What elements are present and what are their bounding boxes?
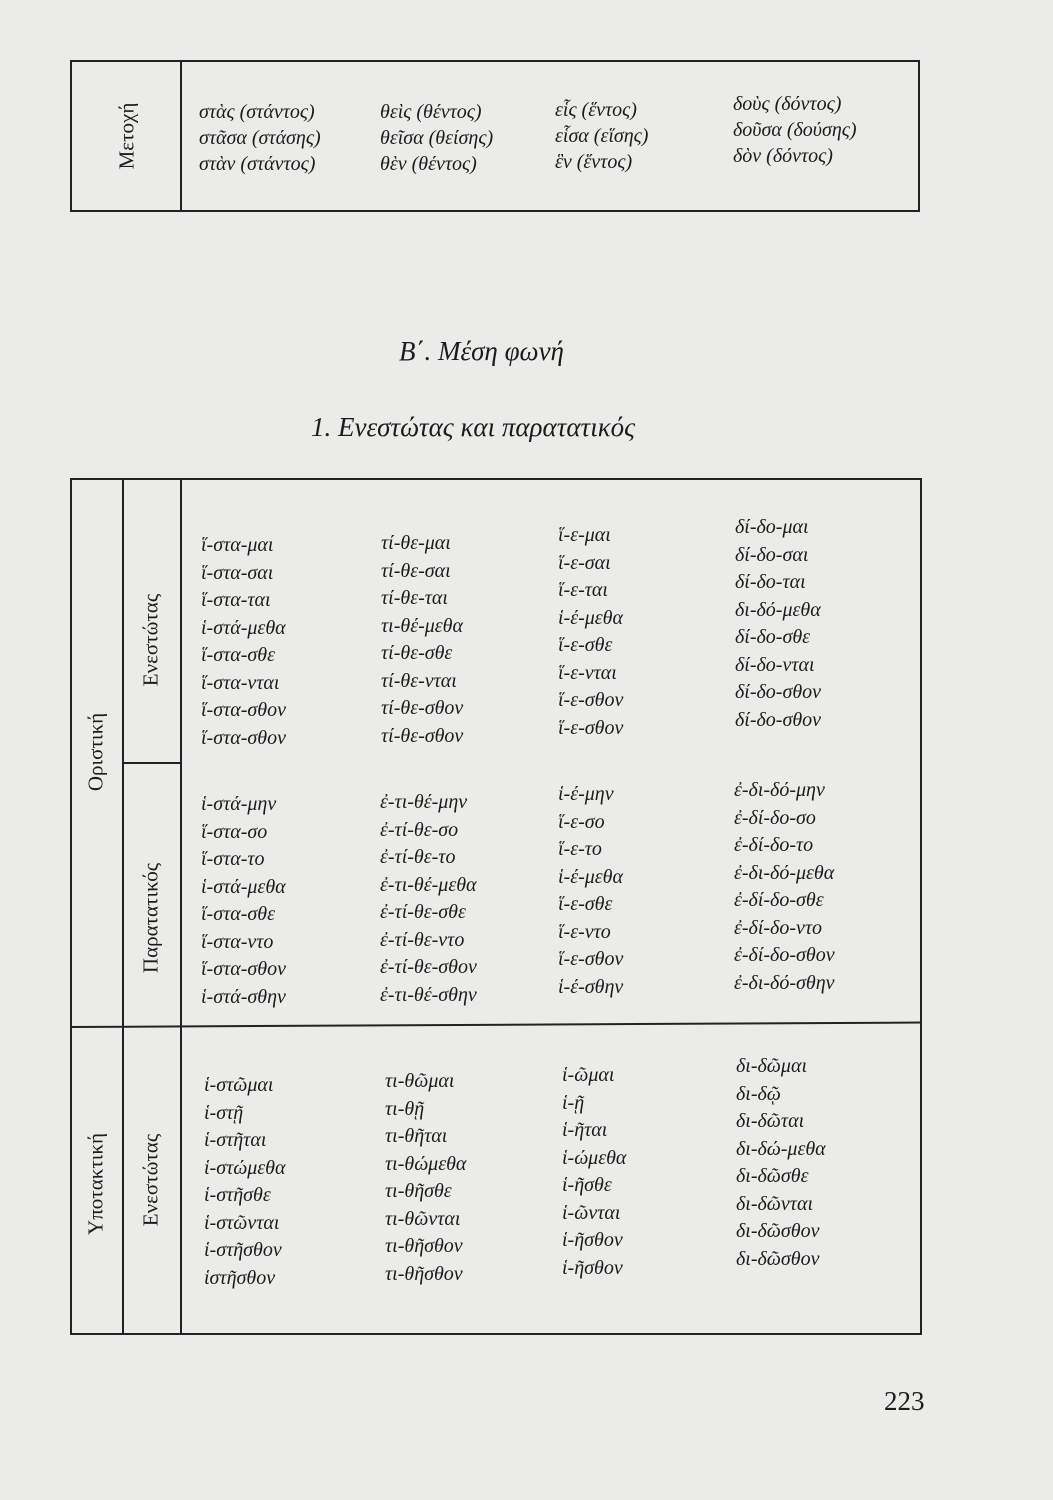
form-cell: τί-θε-σθε xyxy=(381,642,453,664)
form-cell: ἵ-στα-το xyxy=(201,848,265,870)
form-cell: ἵ-στα-σθον xyxy=(201,699,286,721)
form-cell: ἵ-στα-σθε xyxy=(201,903,275,925)
form-cell: ἱ-ῆται xyxy=(562,1119,608,1141)
form-cell: ἵ-στα-νται xyxy=(201,671,280,694)
form-cell: τί-θε-σαι xyxy=(381,559,451,582)
form-cell: ἵ-ε-σθε xyxy=(558,634,613,656)
participle-cell: θεῖσα (θείσης) xyxy=(380,127,494,149)
form-cell: δι-δῶμαι xyxy=(736,1055,808,1077)
form-cell: δί-δο-μαι xyxy=(735,516,809,538)
form-cell: ἱ-ῇ xyxy=(562,1091,585,1114)
indicative-imperfect-label: Παρατατικός xyxy=(138,862,163,974)
form-cell: τι-θῆσθον xyxy=(385,1262,463,1285)
ind-imperfect-col-3 xyxy=(558,781,623,1001)
subsection-title: 1. Ενεστώτας και παρατατικός xyxy=(311,412,636,442)
form-cell: ἐ-τί-θε-σθον xyxy=(380,956,477,978)
form-cell: τι-θέ-μεθα xyxy=(381,614,463,637)
subj-present-col-1 xyxy=(204,1072,285,1292)
participle-label: Μετοχή xyxy=(114,102,139,170)
form-cell: ἱ-ῶμαι xyxy=(562,1064,615,1086)
form-cell: τι-θῆσθε xyxy=(385,1180,452,1202)
indicative-mood-label: Οριστική xyxy=(83,712,108,792)
form-cell: ἵ-στα-μαι xyxy=(201,534,274,556)
participle-col-3 xyxy=(555,97,648,175)
subjunctive-mood-label: Υποτακτική xyxy=(83,1133,108,1235)
form-cell: ἵ-στα-ται xyxy=(201,589,271,611)
participle-cell: στὰς (στάντος) xyxy=(199,101,315,123)
participle-cell: δοῦσα (δούσης) xyxy=(733,119,857,141)
form-cell: ἱ-στῆσθε xyxy=(204,1184,271,1206)
page-number: 223 xyxy=(884,1386,925,1416)
ind-present-col-2 xyxy=(381,530,463,750)
form-cell: δί-δο-σθε xyxy=(735,626,811,648)
form-cell: τί-θε-νται xyxy=(381,669,457,692)
form-cell: ἐ-δί-δο-σθον xyxy=(734,944,835,966)
ind-imperfect-col-2 xyxy=(380,789,477,1009)
participle-cell: εἷς (ἕντος) xyxy=(555,99,637,121)
participle-col-4 xyxy=(733,91,857,169)
participle-cell: θὲν (θέντος) xyxy=(380,153,477,175)
form-cell: ἱ-έ-μεθα xyxy=(558,865,623,888)
form-cell: ἱ-στῇ xyxy=(204,1101,244,1124)
form-cell: ἱ-στῆται xyxy=(204,1129,267,1151)
form-cell: τί-θε-ται xyxy=(381,587,448,609)
form-cell: ἵ-ε-μαι xyxy=(558,524,611,546)
form-cell: ἵ-ε-σαι xyxy=(558,551,611,574)
ind-present-col-1 xyxy=(201,532,286,752)
ind-present-col-3 xyxy=(558,522,623,742)
form-cell: δί-δο-ται xyxy=(735,571,806,593)
form-cell: ἱ-στά-σθην xyxy=(201,985,286,1008)
form-cell: ἐ-τι-θέ-σθην xyxy=(380,983,477,1006)
form-cell: ἱ-έ-μην xyxy=(558,783,614,805)
subj-present-col-3 xyxy=(562,1062,626,1282)
form-cell: τι-θῆσθον xyxy=(385,1235,463,1257)
tense-divider xyxy=(180,478,182,1335)
participle-cell: δὸν (δόντος) xyxy=(733,145,833,167)
form-cell: ἱ-στά-μεθα xyxy=(201,875,286,898)
form-cell: ἐ-τί-θε-το xyxy=(380,846,456,868)
form-cell: τί-θε-σθον xyxy=(381,697,464,719)
form-cell: ἵ-ε-νται xyxy=(558,661,617,684)
form-cell: δί-δο-σθον xyxy=(735,681,822,703)
form-cell: δι-δῶσθον xyxy=(736,1220,820,1242)
form-cell: ἱστῆσθον xyxy=(204,1266,276,1289)
participle-cell: στᾶσα (στάσης) xyxy=(199,127,321,149)
form-cell: ἐ-τι-θέ-μην xyxy=(380,791,468,813)
form-cell: ἵ-ε-το xyxy=(558,838,602,860)
form-cell: δι-δῷ xyxy=(736,1082,781,1105)
form-cell: ἵ-ε-ντο xyxy=(558,920,611,943)
participle-col-1 xyxy=(199,99,321,177)
form-cell: τί-θε-σθον xyxy=(381,724,464,747)
participle-divider xyxy=(180,60,182,212)
participle-cell: στὰν (στάντος) xyxy=(199,153,316,175)
form-cell: δι-δῶσθον xyxy=(736,1247,820,1270)
form-cell: δι-δῶται xyxy=(736,1110,805,1132)
form-cell: ἐ-δί-δο-ντο xyxy=(734,916,823,939)
form-cell: ἵ-στα-σθε xyxy=(201,644,275,666)
form-cell: τι-θῶμαι xyxy=(385,1070,455,1092)
form-cell: δι-δῶσθε xyxy=(736,1165,809,1187)
form-cell: ἐ-τί-θε-σθε xyxy=(380,901,466,923)
form-cell: ἱ-στῶμαι xyxy=(204,1074,274,1096)
form-cell: δί-δο-νται xyxy=(735,653,815,676)
form-cell: ἵ-ε-ται xyxy=(558,579,608,601)
form-cell: ἵ-ε-σο xyxy=(558,810,605,833)
form-cell: ἵ-ε-σθον xyxy=(558,716,624,739)
form-cell: ἱ-στώμεθα xyxy=(204,1156,286,1179)
form-cell: δι-δώ-μεθα xyxy=(736,1137,826,1160)
form-cell: ἱ-στῆσθον xyxy=(204,1239,282,1261)
form-cell: ἐ-δί-δο-το xyxy=(734,834,814,856)
form-cell: ἵ-στα-σθον xyxy=(201,726,286,749)
form-cell: ἱ-ῆσθε xyxy=(562,1174,612,1196)
section-title: Β΄. Μέση φωνή xyxy=(399,336,564,366)
form-cell: ἱ-ῶνται xyxy=(562,1201,621,1224)
form-cell: ἵ-ε-σθον xyxy=(558,689,624,711)
form-cell: τι-θῶνται xyxy=(385,1207,461,1230)
participle-cell: θεὶς (θέντος) xyxy=(380,101,482,123)
form-cell: ἱ-στῶνται xyxy=(204,1211,280,1234)
form-cell: ἱ-στά-μεθα xyxy=(201,616,286,639)
form-cell: ἐ-τί-θε-σο xyxy=(380,818,459,841)
form-cell: ἐ-τι-θέ-μεθα xyxy=(380,873,477,896)
participle-cell: δοὺς (δόντος) xyxy=(733,93,842,115)
form-cell: ἱ-στά-μην xyxy=(201,793,277,815)
subj-present-col-4 xyxy=(736,1053,826,1273)
subj-present-col-2 xyxy=(385,1068,466,1288)
ind-imperfect-col-1 xyxy=(201,791,286,1011)
form-cell: τι-θώμεθα xyxy=(385,1152,467,1175)
form-cell: ἱ-έ-σθην xyxy=(558,975,624,998)
participle-cell: εἷσα (εἵσης) xyxy=(555,125,649,147)
present-imperfect-divider xyxy=(122,762,180,764)
ind-imperfect-col-4 xyxy=(734,777,835,997)
form-cell: ἵ-στα-σαι xyxy=(201,561,274,584)
form-cell: ἐ-δι-δό-σθην xyxy=(734,971,835,994)
subjunctive-present-label: Ενεστώτας xyxy=(138,1133,163,1227)
form-cell: ἱ-ώμεθα xyxy=(562,1146,627,1169)
form-cell: ἐ-δί-δο-σο xyxy=(734,806,816,829)
form-cell: ἵ-στα-σο xyxy=(201,820,268,843)
form-cell: ἵ-ε-σθον xyxy=(558,948,624,970)
indicative-present-label: Ενεστώτας xyxy=(138,593,163,687)
form-cell: ἱ-έ-μεθα xyxy=(558,606,623,629)
form-cell: τι-θῆται xyxy=(385,1125,448,1147)
participle-col-2 xyxy=(380,99,493,177)
form-cell: δί-δο-σθον xyxy=(735,708,822,731)
form-cell: ἱ-ῆσθον xyxy=(562,1256,623,1279)
form-cell: δί-δο-σαι xyxy=(735,543,809,566)
form-cell: ἵ-στα-σθον xyxy=(201,958,286,980)
form-cell: τί-θε-μαι xyxy=(381,532,451,554)
form-cell: ἱ-ῆσθον xyxy=(562,1229,623,1251)
form-cell: δι-δό-μεθα xyxy=(735,598,821,621)
participle-cell: ἓν (ἕντος) xyxy=(555,151,633,173)
form-cell: ἐ-δί-δο-σθε xyxy=(734,889,824,911)
form-cell: δι-δῶνται xyxy=(736,1192,814,1215)
form-cell: ἐ-δι-δό-μεθα xyxy=(734,861,835,884)
form-cell: ἵ-στα-ντο xyxy=(201,930,274,953)
form-cell: ἐ-τί-θε-ντο xyxy=(380,928,465,951)
mood-divider xyxy=(122,478,124,1335)
ind-present-col-4 xyxy=(735,514,821,734)
form-cell: ἐ-δι-δό-μην xyxy=(734,779,825,801)
form-cell: ἵ-ε-σθε xyxy=(558,893,613,915)
form-cell: τι-θῇ xyxy=(385,1097,425,1120)
